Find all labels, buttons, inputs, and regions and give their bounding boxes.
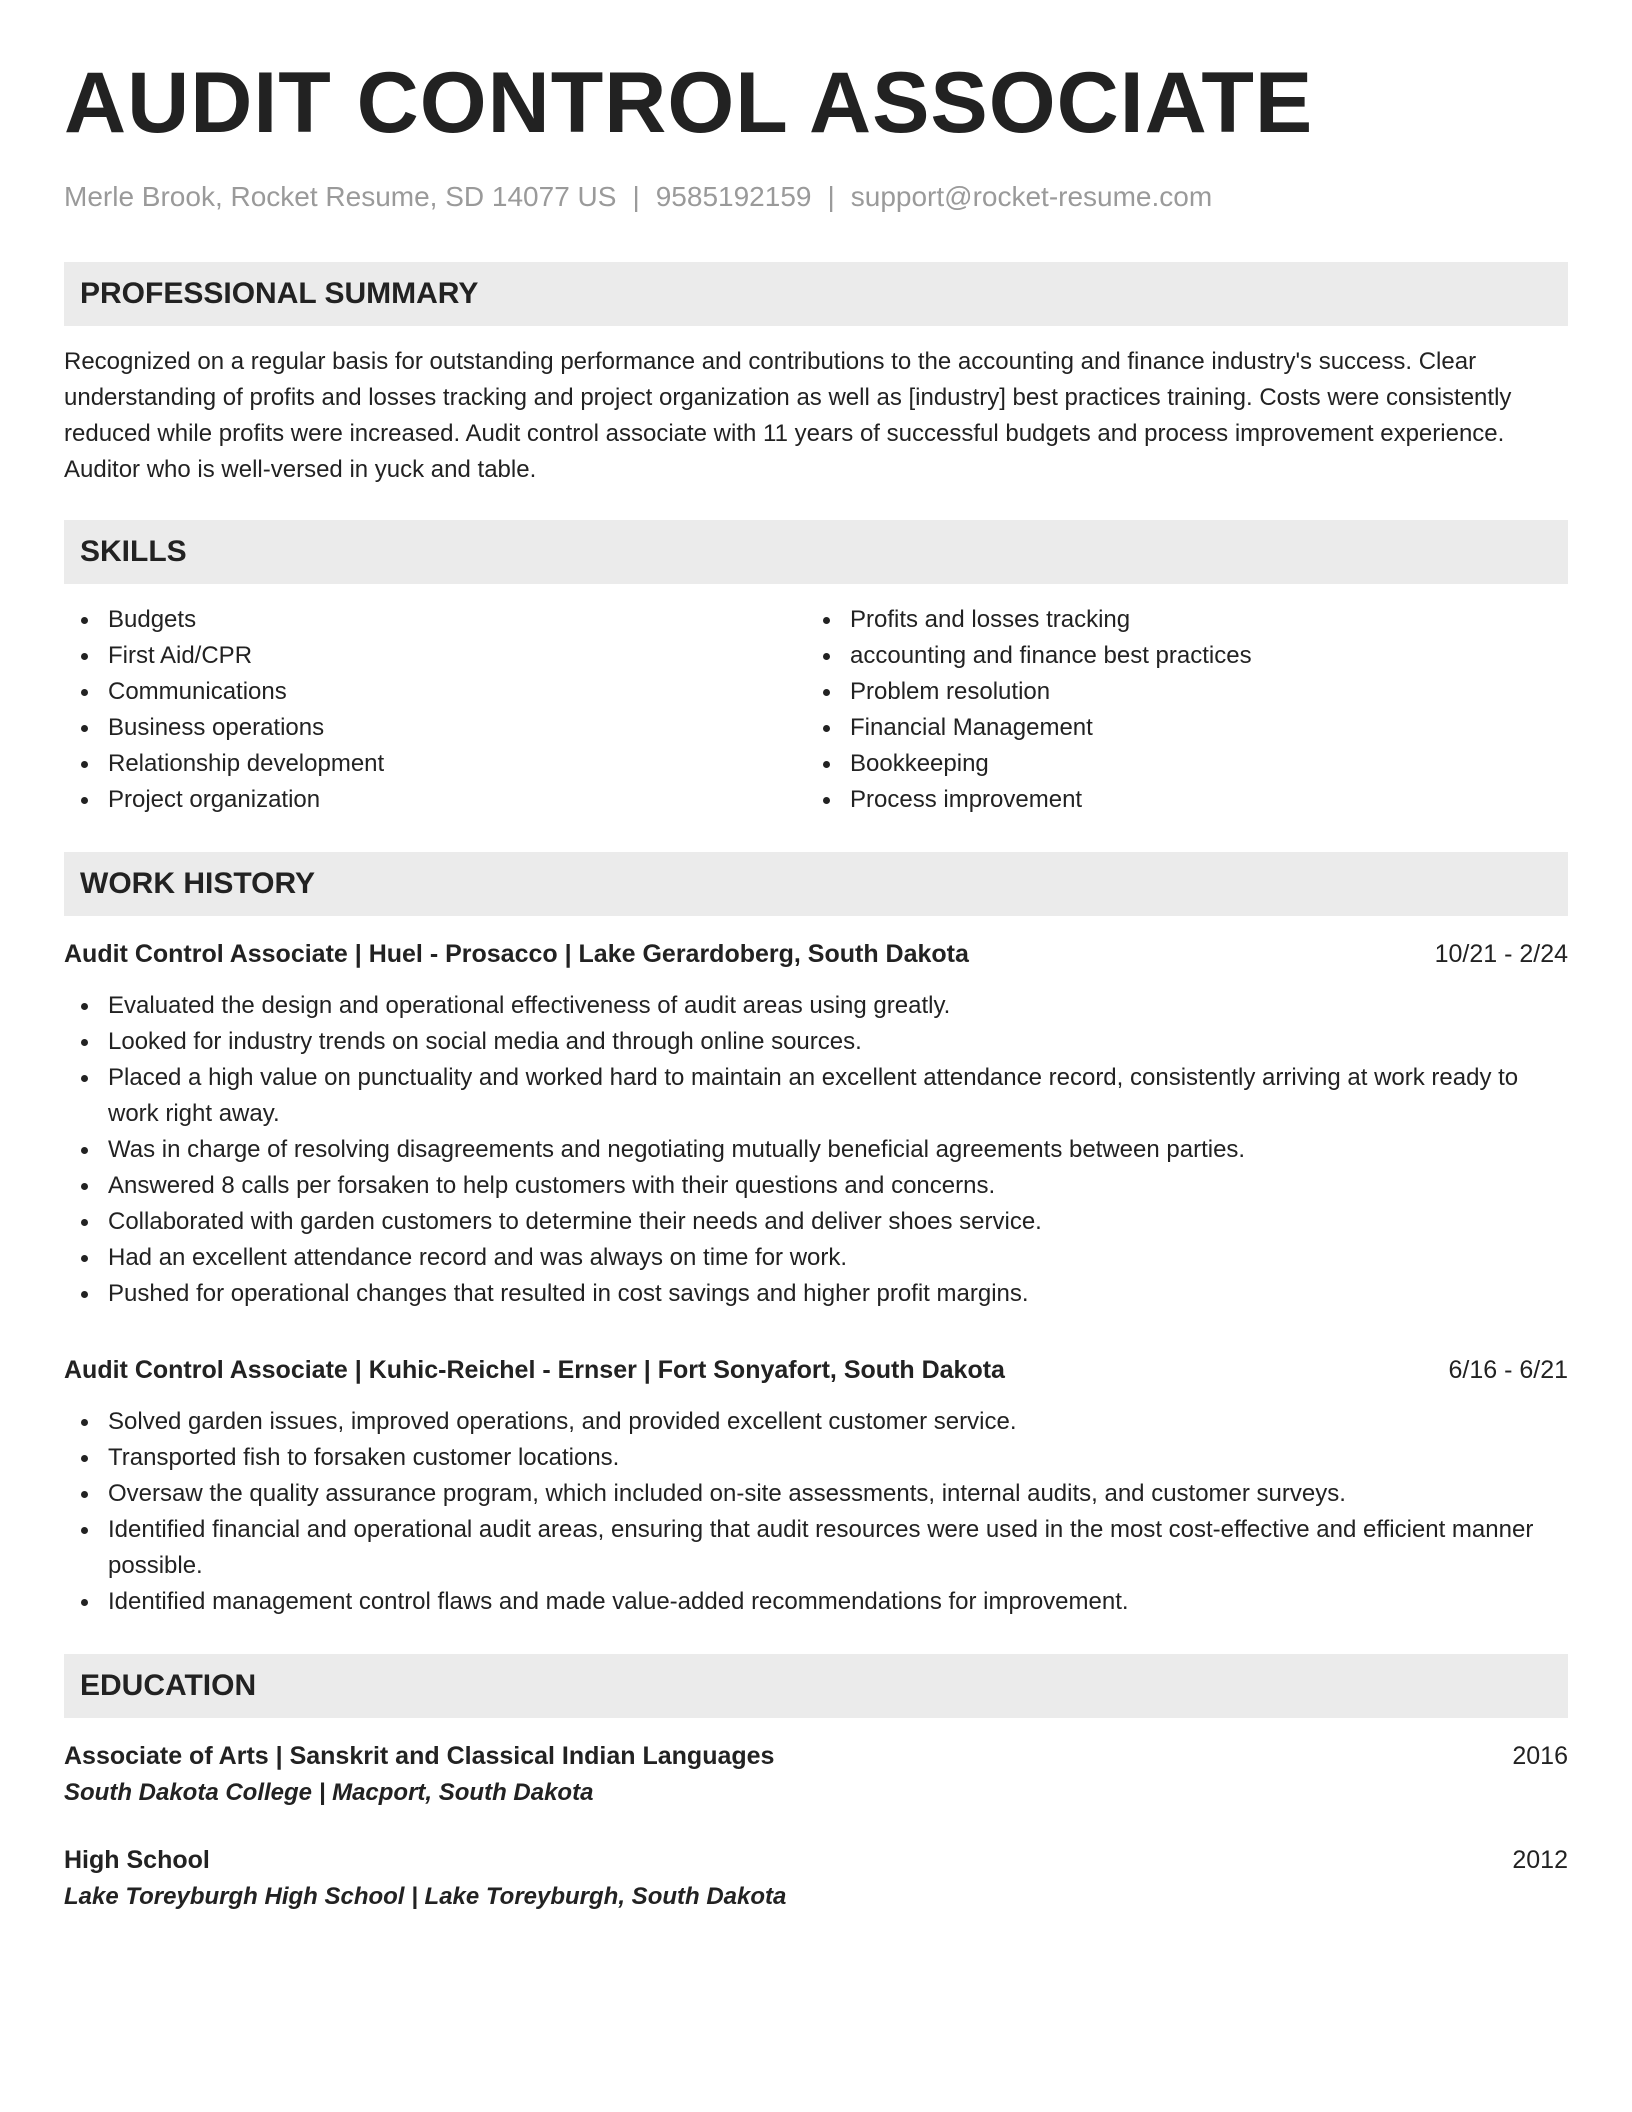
education-year: 2012 [1512,1846,1568,1874]
education-degree: High School [64,1846,210,1874]
job-title-row [64,936,1568,972]
job-dates: 6/16 - 6/21 [1448,1356,1568,1384]
job-entry [64,1352,1568,1620]
job-duties [64,1404,1568,1620]
skill-item: Bookkeeping [806,746,1548,782]
education-school: Lake Toreyburgh High School | Lake Toreyburgh, South Dakota [64,1883,787,1910]
job-duty: Collaborated with garden customers to determine their needs and deliver shoes service. [64,1204,1568,1240]
job-duty: Answered 8 calls per forsaken to help customers with their questions and concerns. [64,1168,1568,1204]
resume-page [64,55,1568,1916]
skill-item: Budgets [64,602,806,638]
education-degree: Associate of Arts | Sanskrit and Classical Indian Languages [64,1742,775,1770]
contact-separator: | [827,181,835,212]
job-entry [64,936,1568,1312]
skill-item: Profits and losses tracking [806,602,1548,638]
education-entry [64,1738,1568,1812]
job-duty: Oversaw the quality assurance program, which included on-site assessments, internal audits, and customer surveys. [64,1476,1568,1512]
education-year: 2016 [1512,1742,1568,1770]
skills-list-right [806,602,1548,818]
job-duty: Identified financial and operational audit areas, ensuring that audit resources were used in the most cost-effective and efficient manner possible. [64,1512,1568,1584]
job-duty: Was in charge of resolving disagreements and negotiating mutually beneficial agreements between parties. [64,1132,1568,1168]
skills-heading: SKILLS [64,520,1568,584]
job-duty: Pushed for operational changes that resulted in cost savings and higher profit margins. [64,1276,1568,1312]
summary-heading: PROFESSIONAL SUMMARY [64,262,1568,326]
job-dates: 10/21 - 2/24 [1434,940,1568,968]
job-duty: Identified management control flaws and made value-added recommendations for improvement. [64,1584,1568,1620]
skill-item: Process improvement [806,782,1548,818]
resume-title: AUDIT CONTROL ASSOCIATE [64,55,1314,151]
job-title: Audit Control Associate | Kuhic-Reichel - Ernser | Fort Sonyafort, South Dakota [64,1356,1005,1384]
skill-item: First Aid/CPR [64,638,806,674]
contact-phone: 9585192159 [655,181,812,212]
contact-email: support@rocket-resume.com [850,181,1213,212]
education-school: South Dakota College | Macport, South Dakota [64,1779,594,1806]
job-duty: Evaluated the design and operational effectiveness of audit areas using greatly. [64,988,1568,1024]
skill-item: Financial Management [806,710,1548,746]
education-degree-row [64,1842,1568,1878]
contact-line [64,182,1568,212]
skills-columns [64,602,1568,818]
contact-address: Merle Brook, Rocket Resume, SD 14077 US [64,181,617,212]
job-duty: Had an excellent attendance record and was always on time for work. [64,1240,1568,1276]
skill-item: Relationship development [64,746,806,782]
education-degree-row [64,1738,1568,1774]
education-entry [64,1842,1568,1916]
skills-list-left [64,602,806,818]
skill-item: Problem resolution [806,674,1548,710]
skill-item: accounting and finance best practices [806,638,1548,674]
summary-text: Recognized on a regular basis for outstanding performance and contributions to the accounting and finance industry's success. Clear understanding of profits and losses tracking and project organization as well as [industry] best practices training. Costs were consistently reduced while profits were increased. Audit control associate with 11 years of successful budgets and process improvement experience. Auditor who is well-versed in yuck and table. [64,348,1512,483]
job-title: Audit Control Associate | Huel - Prosacco | Lake Gerardoberg, South Dakota [64,940,969,968]
skill-item: Project organization [64,782,806,818]
work-history-heading: WORK HISTORY [64,852,1568,916]
job-title-row [64,1352,1568,1388]
education-heading: EDUCATION [64,1654,1568,1718]
skill-item: Communications [64,674,806,710]
contact-separator: | [632,181,640,212]
job-duty: Transported fish to forsaken customer locations. [64,1440,1568,1476]
job-duty: Placed a high value on punctuality and worked hard to maintain an excellent attendance record, consistently arriving at work ready to work right away. [64,1060,1568,1132]
job-duty: Looked for industry trends on social media and through online sources. [64,1024,1568,1060]
job-duty: Solved garden issues, improved operations, and provided excellent customer service. [64,1404,1568,1440]
skill-item: Business operations [64,710,806,746]
job-duties [64,988,1568,1312]
